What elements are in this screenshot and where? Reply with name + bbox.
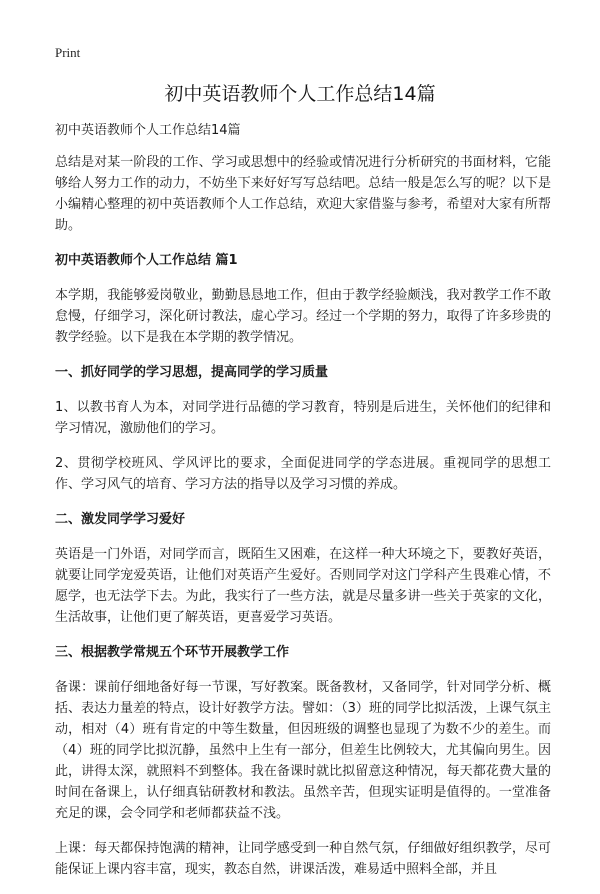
heading-2: 二、激发同学学习爱好 — [55, 512, 186, 527]
heading-3-paragraph-2: 上课：每天都保持饱满的精神，让同学感受到一种自然气氛，仔细做好组织教学，尽可能保证上课内容丰富，现实，教态自然，讲课活泼，难易适中照料全部，并且 — [55, 841, 551, 877]
heading-2-paragraph-1: 英语是一门外语，对同学而言，既陌生又困难，在这样一种大环境之下，要教好英语，就要让同学宠爱英语，让他们对英语产生爱好。否则同学对这门学科产生畏难心情，不愿学，也无法学下去。为此，我实行了一些方法，就是尽量多讲一些关于英家的文化，生活故事，让他们更了解英语，更喜爱学习英语。 — [55, 547, 551, 625]
heading-1-paragraph-1: 1、以教书育人为本，对同学进行品德的学习教育，特别是后进生，关怀他们的纪律和学习情况，激励他们的学习。 — [55, 400, 551, 436]
document-subtitle: 初中英语教师个人工作总结14篇 — [55, 123, 241, 138]
print-link[interactable]: Print — [55, 45, 81, 60]
heading-3-paragraph-1: 备课：课前仔细地备好每一节课，写好教案。既备教材，又备同学，针对同学分析、概括、表达力量差的特点，设计好教学方法。譬如：（3）班的同学比拟活泼，上课气氛主动，相对（4）班有肯定的中等生数量，但因班级的调整也显现了为数不少的差生。而（4）班的同学比拟沉静，虽然中上生有一部分，但差生比例较大，尤其偏向男生。因此，讲得太深，就照料不到整体。我在备课时就比拟留意这种情况，每天都花费大量的时间在备课上，认仔细真钻研教材和教法。虽然辛苦，但现实证明是值得的。一堂准备充足的课，会令同学和老师都获益不浅。 — [55, 680, 551, 821]
heading-1: 一、抓好同学的学习思想，提高同学的学习质量 — [55, 365, 329, 380]
section-intro-paragraph: 本学期，我能够爱岗敬业，勤勤恳恳地工作，但由于教学经验颇浅，我对教学工作不敢怠慢，仔细学习，深化研讨教法，虚心学习。经过一个学期的努力，取得了许多珍贵的教学经验。以下是我在本学期的教学情况。 — [55, 288, 551, 345]
section-title: 初中英语教师个人工作总结 篇1 — [55, 253, 238, 268]
document-body — [55, 120, 551, 894]
intro-paragraph: 总结是对某一阶段的工作、学习或思想中的经验或情况进行分析研究的书面材料，它能够给人努力工作的动力，不妨坐下来好好写写总结吧。总结一般是怎么写的呢？以下是小编精心整理的初中英语教师个人工作总结，欢迎大家借鉴与参考，希望对大家有所帮助。 — [55, 155, 551, 233]
heading-1-paragraph-2: 2、贯彻学校班风、学风评比的要求，全面促进同学的学态进展。重视同学的思想工作、学习风气的培育、学习方法的指导以及学习习惯的养成。 — [55, 456, 551, 492]
heading-3: 三、根据教学常规五个环节开展教学工作 — [55, 645, 290, 660]
document-title: 初中英语教师个人工作总结14篇 — [164, 83, 436, 105]
